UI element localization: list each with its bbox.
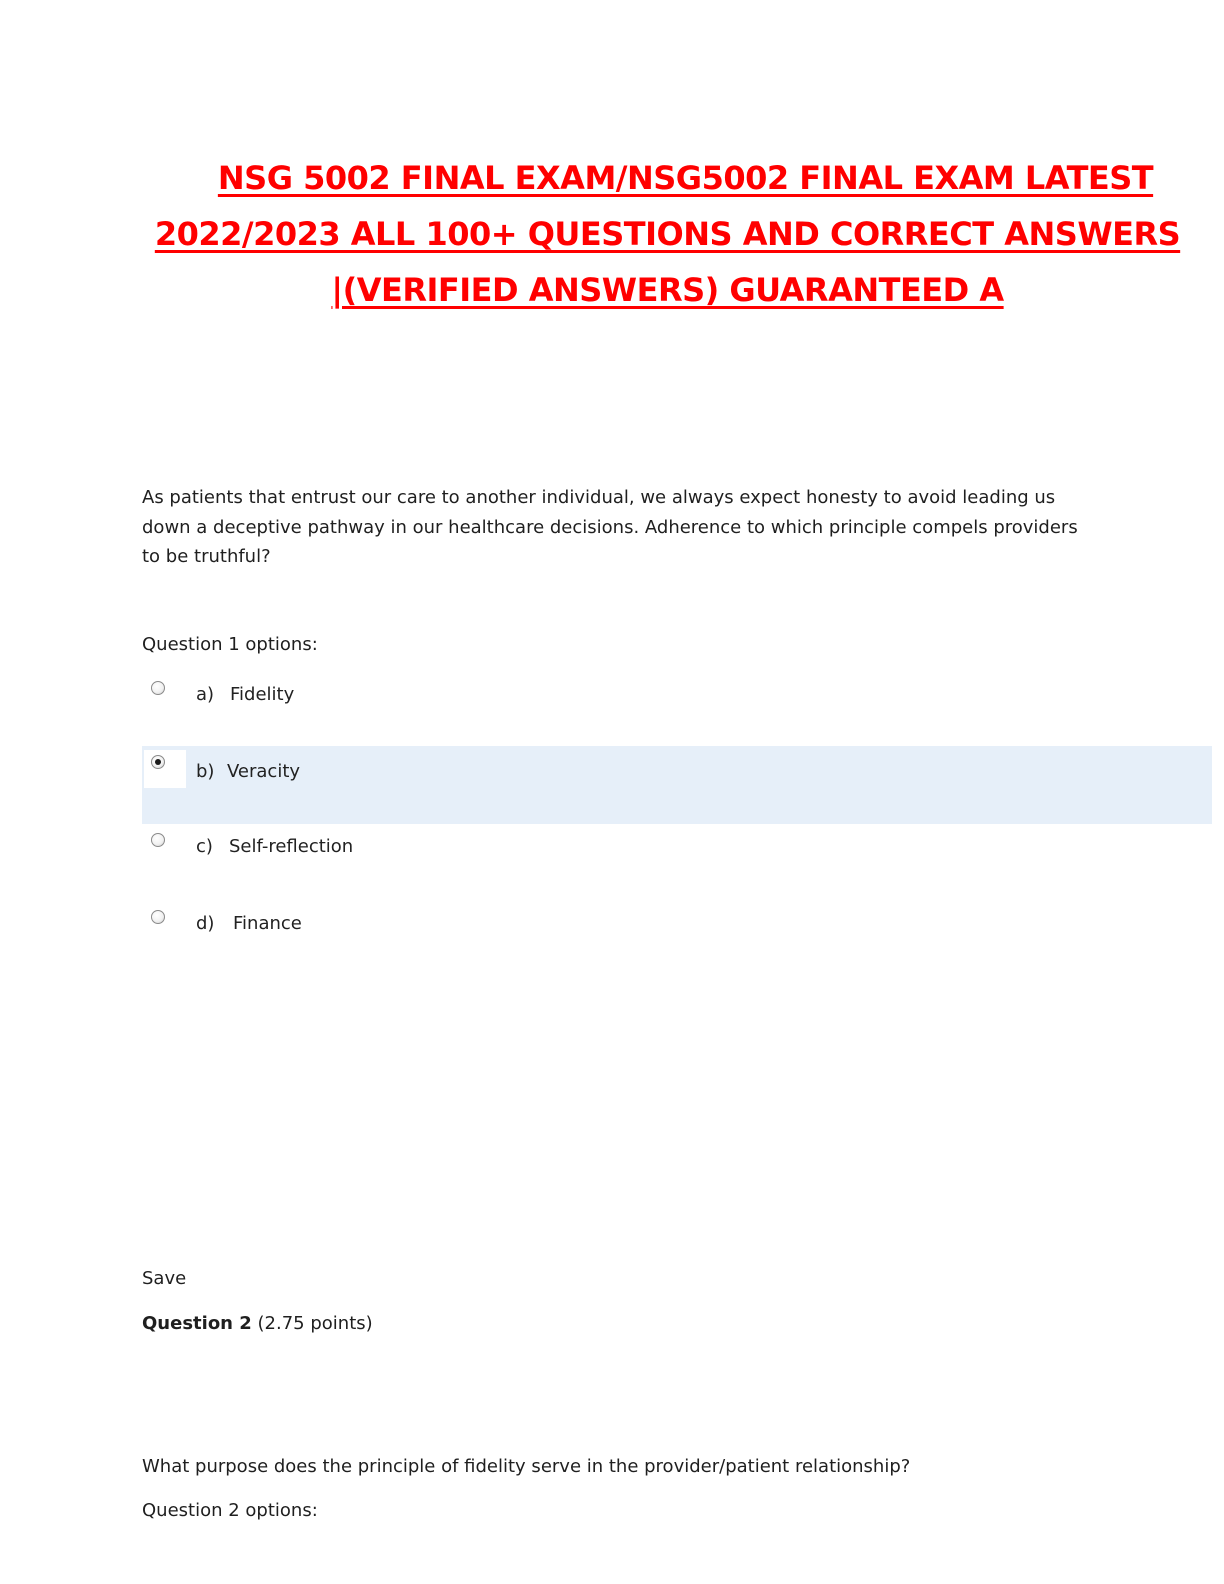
option-b-radio-box[interactable] <box>144 750 186 788</box>
question-2-header <box>142 1309 373 1339</box>
title-line-3: |(VERIFIED ANSWERS) GUARANTEED A <box>331 271 1004 309</box>
radio-button-icon[interactable] <box>151 681 165 695</box>
option-c-radio-box[interactable] <box>144 828 186 866</box>
question-2-points: (2.75 points) <box>257 1313 373 1334</box>
document-title <box>130 150 1205 318</box>
option-b-letter: b) <box>196 761 215 782</box>
option-c[interactable] <box>142 824 1212 902</box>
option-d[interactable] <box>142 901 1212 979</box>
question-2-heading: Question 2 <box>142 1313 252 1334</box>
radio-dot-icon <box>155 759 161 765</box>
title-line-1: NSG 5002 FINAL EXAM/NSG5002 FINAL EXAM LATEST <box>217 159 1154 197</box>
radio-button-icon[interactable] <box>151 833 165 847</box>
question-2-text: What purpose does the principle of fidelity serve in the provider/patient relationship? <box>142 1456 911 1477</box>
radio-button-selected-icon[interactable] <box>151 755 165 769</box>
radio-button-icon[interactable] <box>151 910 165 924</box>
question-1-text <box>142 483 1078 572</box>
question-1-options-label: Question 1 options: <box>142 634 318 655</box>
option-a-radio-box[interactable] <box>144 676 186 714</box>
save-link[interactable]: Save <box>142 1268 187 1289</box>
option-a-letter: a) <box>196 684 215 705</box>
option-d-letter: d) <box>196 913 215 934</box>
option-d-label: Finance <box>233 913 302 934</box>
option-b-label: Veracity <box>227 761 301 782</box>
option-b[interactable] <box>142 746 1212 824</box>
option-c-label: Self-reflection <box>229 836 354 857</box>
question-1-text-line-1: As patients that entrust our care to another individual, we always expect honesty to avoid leading us <box>142 487 1056 508</box>
title-line-2: 2022/2023 ALL 100+ QUESTIONS AND CORRECT ANSWERS <box>154 215 1181 253</box>
question-1-text-line-2: down a deceptive pathway in our healthcare decisions. Adherence to which principle compels providers <box>142 516 1078 538</box>
option-d-radio-box[interactable] <box>144 905 186 943</box>
option-a[interactable] <box>142 672 1212 750</box>
option-a-label: Fidelity <box>230 684 295 705</box>
question-2-options-label: Question 2 options: <box>142 1500 318 1521</box>
question-1-text-line-3: to be truthful? <box>142 546 271 567</box>
option-c-letter: c) <box>196 836 213 857</box>
